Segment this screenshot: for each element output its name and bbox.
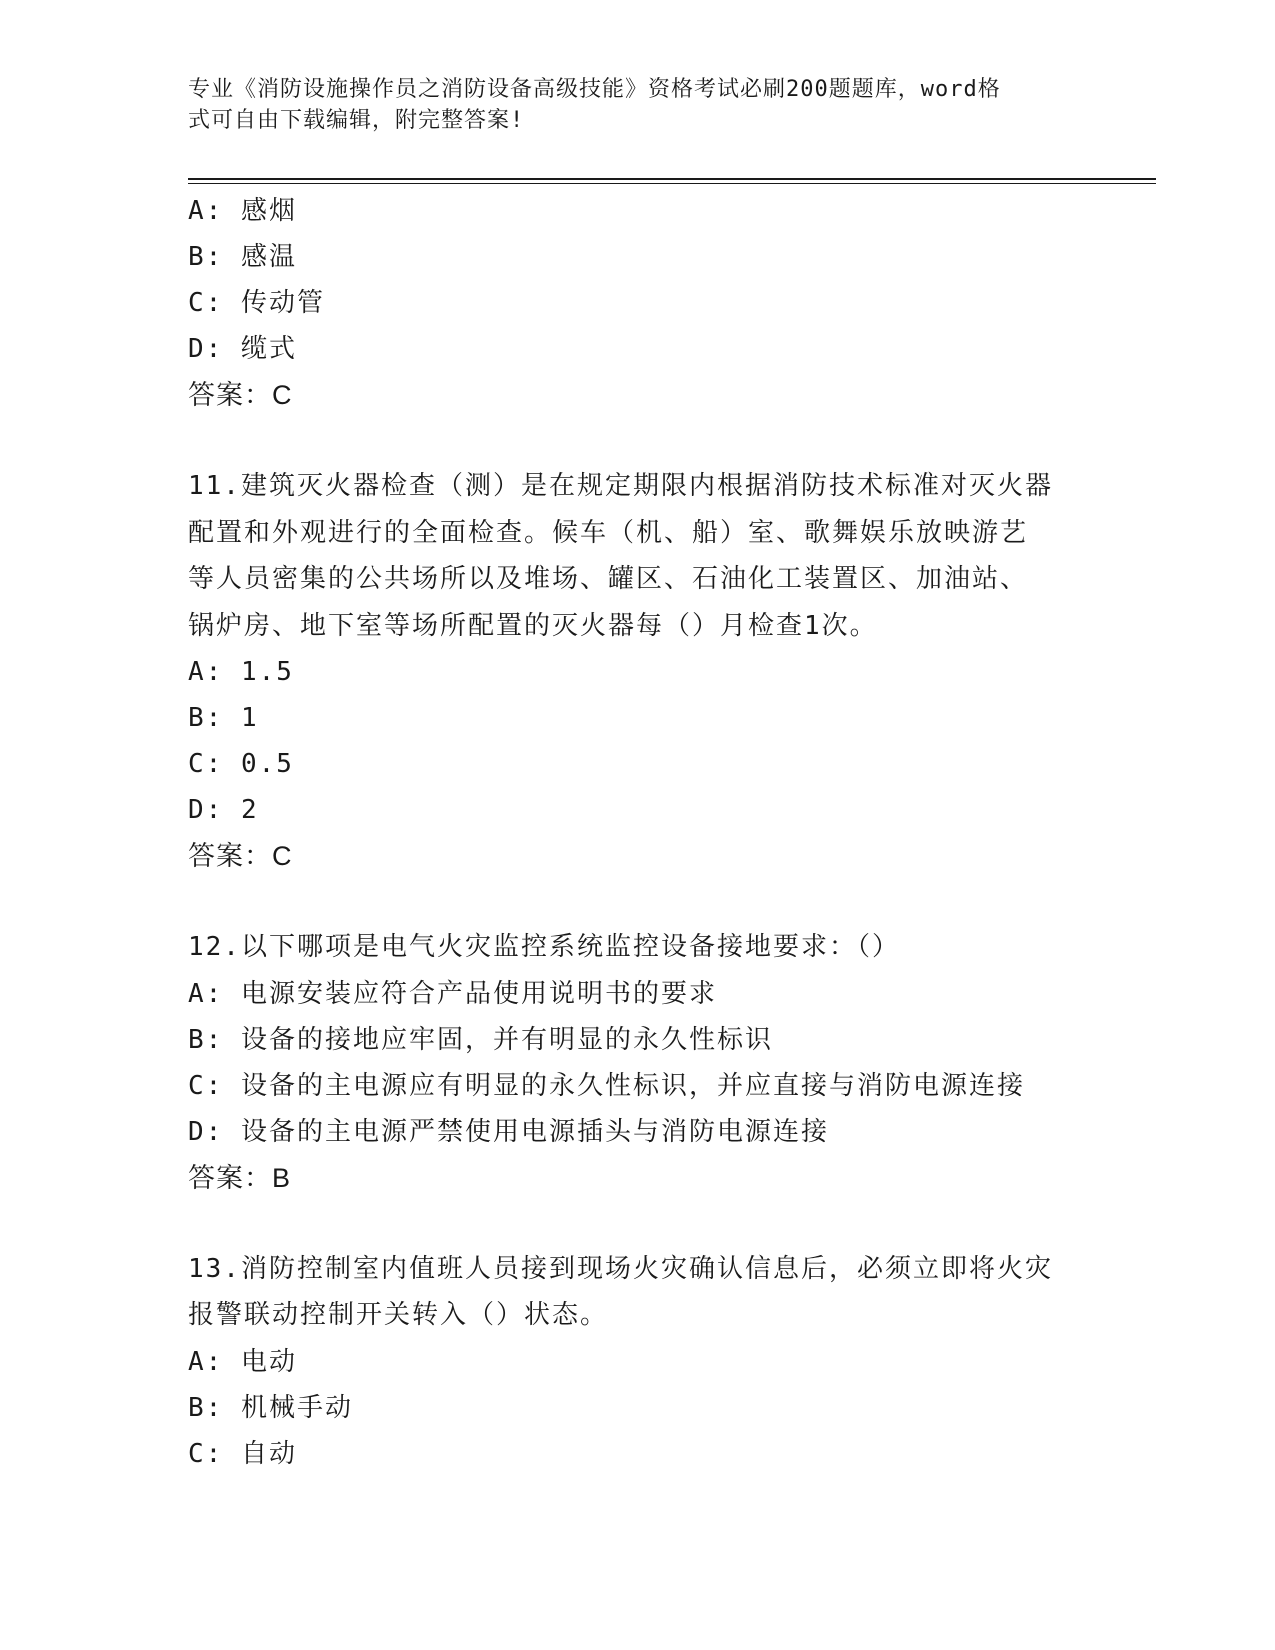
question-text-line: 等人员密集的公共场所以及堆场、罐区、石油化工装置区、加油站、 — [188, 564, 1029, 594]
answer: 答案：C — [188, 380, 293, 410]
question-content — [188, 188, 1088, 1477]
option-c: C: 传动管 — [188, 288, 325, 318]
option-a: A: 1.5 — [188, 657, 294, 687]
question-text — [188, 1246, 1088, 1339]
spacer — [188, 418, 1088, 463]
option-b: B: 1 — [188, 703, 259, 733]
option-b: B: 设备的接地应牢固，并有明显的永久性标识 — [188, 1024, 773, 1055]
question-text-line: 13.消防控制室内值班人员接到现场火灾确认信息后，必须立即将火灾 — [188, 1253, 1053, 1284]
answer: 答案：B — [188, 1162, 292, 1193]
question-text — [188, 924, 1088, 971]
question-text-line: 配置和外观进行的全面检查。候车（机、船）室、歌舞娱乐放映游艺 — [188, 517, 1029, 548]
question-text-line: 锅炉房、地下室等场所配置的灭火器每（）月检查1次。 — [188, 610, 878, 641]
option-c: C: 0.5 — [188, 749, 294, 779]
option-a: A: 感烟 — [188, 196, 297, 226]
header-rule-thin — [188, 183, 1156, 184]
question-13 — [188, 1246, 1088, 1477]
option-d: D: 2 — [188, 795, 259, 825]
option-c: C: 自动 — [188, 1438, 297, 1469]
question-text-line: 12.以下哪项是电气火灾监控系统监控设备接地要求：（） — [188, 932, 900, 962]
question-11 — [188, 463, 1088, 879]
question-text-line: 11.建筑灭火器检查（测）是在规定期限内根据消防技术标准对灭火器 — [188, 471, 1053, 501]
option-d: D: 设备的主电源严禁使用电源插头与消防电源连接 — [188, 1116, 829, 1147]
header-line-2: 式可自由下载编辑，附完整答案! — [188, 108, 525, 133]
option-a: A: 电源安装应符合产品使用说明书的要求 — [188, 978, 717, 1009]
header-rule-thick — [188, 178, 1156, 180]
spacer — [188, 879, 1088, 924]
document-header — [188, 74, 1068, 136]
option-b: B: 感温 — [188, 242, 297, 272]
question-12 — [188, 924, 1088, 1201]
answer: 答案：C — [188, 841, 293, 871]
option-b: B: 机械手动 — [188, 1392, 353, 1423]
question-10 — [188, 188, 1088, 418]
option-a: A: 电动 — [188, 1346, 297, 1377]
question-text-line: 报警联动控制开关转入（）状态。 — [188, 1300, 609, 1330]
option-d: D: 缆式 — [188, 334, 297, 364]
header-line-1: 专业《消防设施操作员之消防设备高级技能》资格考试必刷200题题库，word格 — [188, 77, 1001, 102]
question-text — [188, 463, 1088, 649]
option-c: C: 设备的主电源应有明显的永久性标识，并应直接与消防电源连接 — [188, 1070, 1025, 1101]
spacer — [188, 1201, 1088, 1246]
